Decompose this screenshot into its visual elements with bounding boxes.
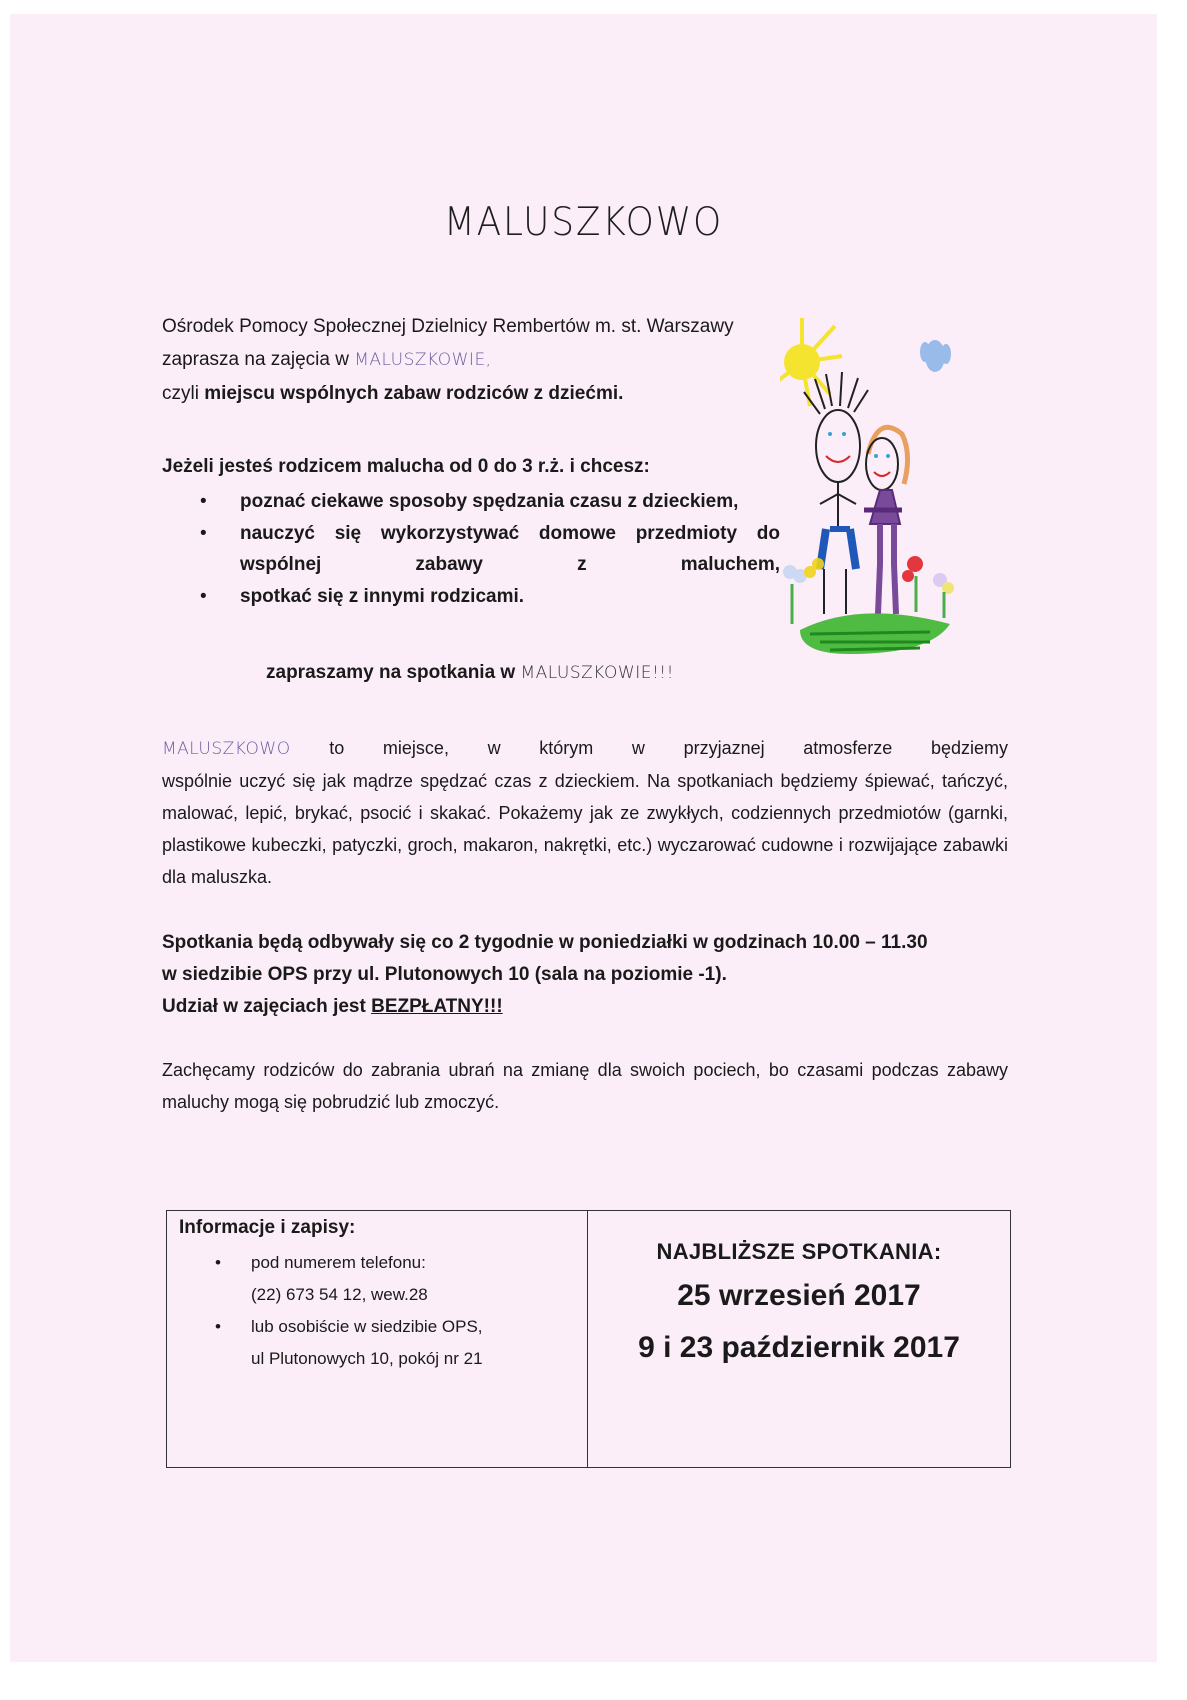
grass-icon	[800, 613, 950, 654]
invite-brand-name: MALUSZKOWIE!!!	[520, 663, 674, 683]
boy-figure	[804, 372, 868, 614]
intro-line-3-prefix: czyli	[162, 383, 205, 404]
contact-list	[215, 1247, 587, 1375]
intro-section	[162, 310, 782, 410]
benefit-item-continuation: wspólnej zabawy z maluchem,	[240, 554, 780, 575]
benefit-item: • poznać ciekawe sposoby spędzania czasu z dzieckiem,	[200, 486, 780, 517]
contact-heading: Informacje i zapisy:	[179, 1217, 356, 1238]
meetings-cell	[588, 1211, 1010, 1467]
intro-line-2	[162, 343, 782, 377]
benefit-item-text: nauczyć się wykorzystywać domowe przedmioty do	[240, 523, 780, 544]
schedule-line-2: w siedzibie OPS przy ul. Plutonowych 10 (sala na poziomie -1).	[162, 964, 727, 985]
about-section	[162, 732, 1008, 893]
meeting-date-1: 25 wrzesień 2017	[677, 1279, 921, 1312]
intro-line-1: Ośrodek Pomocy Społecznej Dzielnicy Rembertów m. st. Warszawy	[162, 316, 734, 337]
if-parent-heading: Jeżeli jesteś rodzicem malucha od 0 do 3 r.ż. i chcesz:	[162, 456, 650, 477]
schedule-line-3-prefix: Udział w zajęciach jest	[162, 996, 372, 1017]
girl-figure	[864, 427, 908, 614]
flyer-page	[10, 14, 1157, 1662]
schedule-line-3	[162, 991, 928, 1023]
children-drawing-illustration	[780, 314, 1010, 714]
intro-line-2-prefix: zaprasza na zajęcia w	[162, 349, 355, 370]
benefit-item: • spotkać się z innymi rodzicami.	[200, 581, 780, 612]
cloud-icon	[920, 340, 951, 372]
about-paragraph: wspólnie uczyć się jak mądrze spędzać czas z dzieckiem. Na spotkaniach będziemy śpiewać, tańczyć, malować, lepić, brykać, psocić i skakać. Pokażemy jak ze zwykłych, codziennych przedmiotów (garnki, plastikowe kubeczki, patyczki, groch, makaron, nakrętki, etc.) wyczarować cudowne i rozwijające zabawki dla maluszka.	[162, 771, 1008, 887]
phone-label: pod numerem telefonu:	[251, 1253, 426, 1272]
contact-phone-item	[215, 1247, 587, 1311]
about-line-1-text: to miejsce, w którym w przyjaznej atmosferze będziemy	[290, 738, 1008, 758]
contact-info-cell	[167, 1211, 588, 1467]
intro-line-3	[162, 377, 782, 410]
contact-in-person-item	[215, 1311, 587, 1375]
free-of-charge-label: BEZPŁATNY!!!	[371, 996, 503, 1017]
about-line-1	[162, 732, 1008, 765]
schedule-line-1: Spotkania będą odbywały się co 2 tygodnie w poniedziałki w godzinach 10.00 – 11.30	[162, 932, 928, 953]
clothing-note: Zachęcamy rodziców do zabrania ubrań na zmianę dla swoich pociech, bo czasami podczas zabawy maluchy mogą się pobrudzić lub zmoczyć.	[162, 1060, 1008, 1112]
intro-brand-name: MALUSZKOWIE,	[354, 350, 492, 370]
sun-icon	[780, 318, 842, 406]
info-box	[166, 1210, 1011, 1468]
about-brand-name: MALUSZKOWO	[162, 739, 291, 759]
schedule-section	[162, 927, 928, 1023]
invite-line	[266, 662, 674, 684]
in-person-address: ul Plutonowych 10, pokój nr 21	[251, 1349, 483, 1368]
invite-text: zapraszamy na spotkania w	[266, 662, 521, 683]
intro-line-3-bold: miejscu wspólnych zabaw rodziców z dziećmi.	[204, 383, 624, 404]
flyer-title: MALUSZKOWO	[443, 200, 724, 245]
meetings-heading: NAJBLIŻSZE SPOTKANIA:	[656, 1239, 942, 1264]
phone-number: (22) 673 54 12, wew.28	[251, 1285, 428, 1304]
meeting-date-2: 9 i 23 październik 2017	[638, 1331, 960, 1364]
benefits-list	[200, 486, 780, 613]
benefit-item	[200, 518, 780, 580]
in-person-label: lub osobiście w siedzibie OPS,	[251, 1317, 483, 1336]
